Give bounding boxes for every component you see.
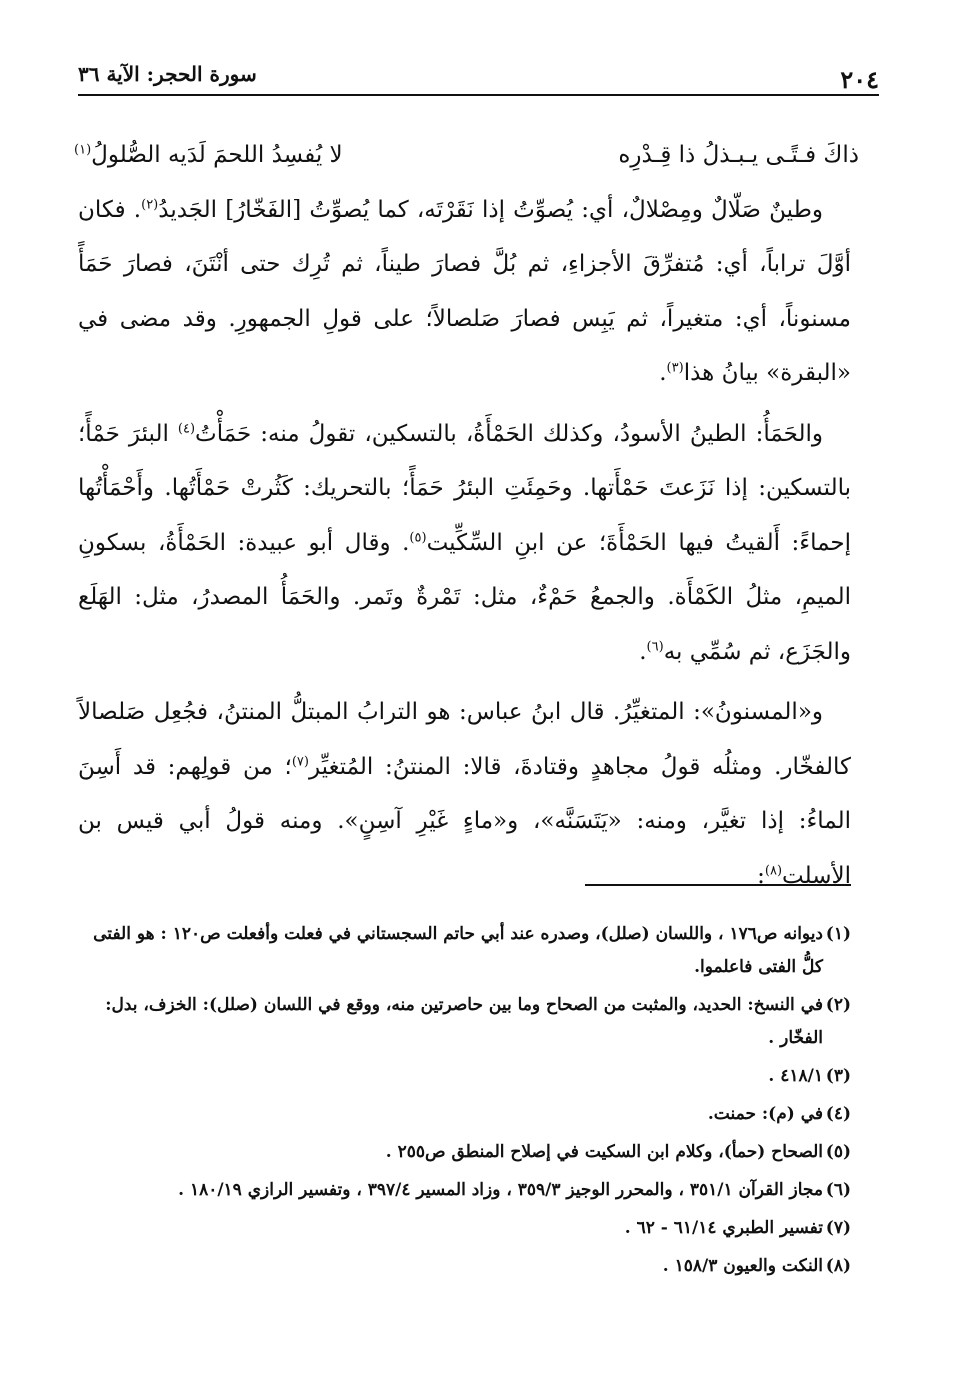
footnote-number: (٧) <box>825 1218 851 1238</box>
footnote-separator <box>585 884 851 886</box>
paragraph-3: و«المسنونُ»: المتغيِّرُ. قال ابنُ عباس: هو الترابُ المبتلُّ المنتنُ، فجُعِل صَلصالاً كالفخّار. ومثلُه قولُ مجاهدٍ وقتادةَ، قالا: المنتنُ: المُتغيِّر$^{(٧)}$؛ من قولِهم: قد أَسِنَ الماءُ: إذا تغيَّر، ومنه: «يَتَسَنَّه»، و«ماءٍ غَيْرِ آسِنٍ». ومنه قولُ أبي قيس بن الأسلت$^{(٨)}$: <box>78 699 851 889</box>
footnote-ref: (٣) <box>666 360 684 376</box>
running-title: سورة الحجر: الآية ٣٦ <box>78 62 257 86</box>
footnote-number: (٥) <box>825 1142 851 1162</box>
footnote-ref: (٧) <box>291 753 309 769</box>
page-header <box>78 62 879 94</box>
footnote-ref: (٢) <box>141 196 159 212</box>
footnote-item: (٧)تفسير الطبري ٦١/١٤ - ٦٢ . <box>78 1212 851 1245</box>
footnotes <box>78 918 851 1288</box>
footnote-number: (٦) <box>825 1180 851 1200</box>
main-text <box>74 128 859 903</box>
verse-hemistich-1: ذاكَ فـتًـى يـبـذلُ ذا قِـدْرِه <box>618 142 859 168</box>
paragraph-1: وطينٌ صَلّالٌ ومِصْلالٌ، أي: يُصوِّتُ إذا نَقَرْتَه، كما يُصوِّتُ [الفَخّارُ] الجَديدُ$^{(٢)}$. فكان أوَّلَ تراباً، أي: مُتفرِّقَ الأجزاءِ، ثم بُلَّ فصارَ طيناً، ثم تُرِك حتى أنْتَنَ، فصارَ حَمَأً مسنوناً، أي: متغيراً، ثم يَبِس فصارَ صَلصالاً؛ على قولِ الجمهورِ. وقد مضى في «البقرة» بيانُ هذا$^{(٣)}$. <box>78 196 851 386</box>
footnote-number: (١) <box>825 924 851 944</box>
footnote-ref: (٥) <box>409 529 427 545</box>
footnote-number: (٣) <box>825 1066 851 1086</box>
verse-hemistich-2: لا يُفسِدُ اللحمَ لَدَيه الصُّلولُ$^{(١)}$ <box>74 142 343 168</box>
paragraph-2: والحَمَأُ: الطينُ الأسودُ، وكذلك الحَمْأَةُ، بالتسكين، تقولُ منه: حَمَأْتُ$^{(٤)}$ البئرَ حَمْأً؛ بالتسكين: إذا نَزَعتَ حَمْأَتها. وحَمِئَتِ البئرُ حَمَأً؛ بالتحريك: كَثُرتْ حَمْأَتُها. وأَحْمَأْتُها إحماءً: أَلقيتُ فيها الحَمْأَةَ؛ عن ابنِ السِّكِّيت$^{(٥)}$. وقال أبو عبيدة: الحَمْأَةُ، بسكونِ الميمِ، مثلُ الكَمْأَة. والجمعُ حَمْءٌ، مثل: تَمْرةٌ وتَمر. والحَمَأُ المصدرُ، مثل: الهَلَع والجَزَع، ثم سُمِّي به$^{(٦)}$. <box>78 420 851 665</box>
footnote-item: (٤)في (م): حمنت. <box>78 1098 851 1131</box>
footnote-item: (٥)الصحاح (حمأ)، وكلام ابن السكيت في إصلاح المنطق ص٢٥٥ . <box>78 1136 851 1169</box>
footnote-item: (٦)مجاز القرآن ٣٥١/١ ، والمحرر الوجيز ٣٥٩/٣ ، وزاد المسير ٣٩٧/٤ ، وتفسير الرازي ١٨٠/١٩ . <box>78 1174 851 1207</box>
footnote-ref: (١) <box>74 142 92 158</box>
footnote-number: (٤) <box>825 1104 851 1124</box>
footnote-item: (٢)في النسخ: الحديد، والمثبت من الصحاح وما بين حاصرتين منه، ووقع في اللسان (صلل): الخزف، بدل: الفخّار . <box>78 989 851 1055</box>
footnote-ref: (٤) <box>177 420 196 436</box>
footnote-ref: (٨) <box>764 862 783 878</box>
footnote-number: (٨) <box>825 1256 851 1276</box>
header-rule <box>78 94 879 96</box>
footnote-ref: (٦) <box>646 638 664 654</box>
footnote-item: (١)ديوانه ص١٧٦ ، واللسان (صلل)، وصدره عند أبي حاتم السجستاني في فعلت وأفعلت ص١٢٠ : هو الفتى كلُّ الفتى فاعلموا. <box>78 918 851 984</box>
footnote-item: (٣)٤١٨/١ . <box>78 1060 851 1093</box>
poetry-verse <box>74 128 859 183</box>
page-number: ٢٠٤ <box>840 65 879 94</box>
footnote-number: (٢) <box>825 995 851 1015</box>
footnote-item: (٨)النكت والعيون ١٥٨/٣ . <box>78 1250 851 1283</box>
